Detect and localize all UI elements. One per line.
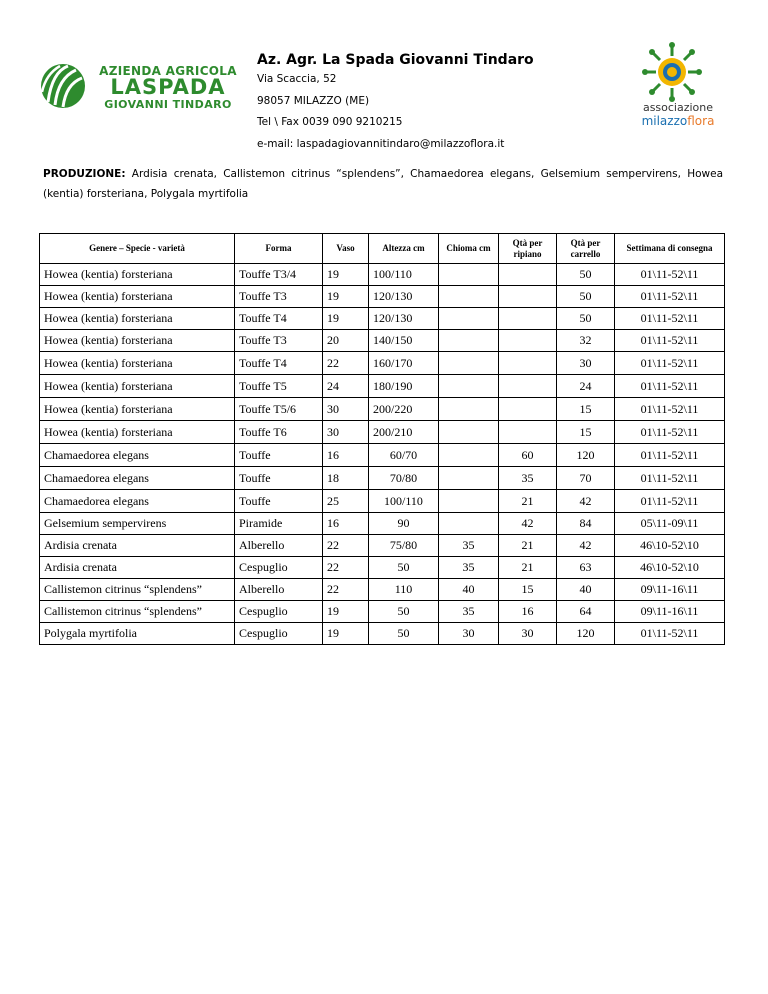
table-cell xyxy=(439,421,499,444)
leaf-emblem-icon xyxy=(38,62,88,110)
table-cell xyxy=(499,375,557,398)
table-cell: 35 xyxy=(439,601,499,623)
table-cell xyxy=(499,398,557,421)
table-cell: 50 xyxy=(369,557,439,579)
col-header-delivery-week: Settimana di consegna xyxy=(615,234,725,264)
table-cell: Touffe xyxy=(235,490,323,513)
table-cell: 64 xyxy=(557,601,615,623)
table-cell: Alberello xyxy=(235,535,323,557)
table-cell: 01\11-52\11 xyxy=(615,421,725,444)
table-cell: 19 xyxy=(323,286,369,308)
table-cell: 01\11-52\11 xyxy=(615,330,725,352)
table-cell: 110 xyxy=(369,579,439,601)
production-paragraph xyxy=(43,164,723,204)
col-header-qty-cart: Qtà per carrello xyxy=(557,234,615,264)
table-row xyxy=(40,308,725,330)
table-cell: Piramide xyxy=(235,513,323,535)
table-cell: 50 xyxy=(369,623,439,645)
table-cell: Touffe T5 xyxy=(235,375,323,398)
table-cell: 46\10-52\10 xyxy=(615,557,725,579)
table-cell: 05\11-09\11 xyxy=(615,513,725,535)
table-cell: Polygala myrtifolia xyxy=(40,623,235,645)
table-cell: 01\11-52\11 xyxy=(615,352,725,375)
table-row xyxy=(40,490,725,513)
table-cell: Touffe xyxy=(235,444,323,467)
association-emblem-icon xyxy=(625,42,720,102)
table-cell: 15 xyxy=(557,421,615,444)
table-cell: 21 xyxy=(499,490,557,513)
table-cell: Howea (kentia) forsteriana xyxy=(40,352,235,375)
table-cell: 50 xyxy=(369,601,439,623)
table-cell: 120/130 xyxy=(369,286,439,308)
table-cell: 01\11-52\11 xyxy=(615,286,725,308)
table-cell: 16 xyxy=(323,444,369,467)
table-cell: Howea (kentia) forsteriana xyxy=(40,398,235,421)
table-cell: 200/220 xyxy=(369,398,439,421)
table-cell: 01\11-52\11 xyxy=(615,467,725,490)
table-cell: 24 xyxy=(323,375,369,398)
table-cell: 42 xyxy=(557,535,615,557)
table-cell xyxy=(499,330,557,352)
table-cell: Cespuglio xyxy=(235,601,323,623)
table-cell: 40 xyxy=(439,579,499,601)
company-name: Az. Agr. La Spada Giovanni Tindaro xyxy=(257,52,534,68)
table-cell xyxy=(499,286,557,308)
table-cell: Touffe T3/4 xyxy=(235,264,323,286)
table-row xyxy=(40,513,725,535)
table-cell: 19 xyxy=(323,264,369,286)
table-row xyxy=(40,421,725,444)
table-cell xyxy=(439,352,499,375)
table-cell: Cespuglio xyxy=(235,623,323,645)
table-cell: 70 xyxy=(557,467,615,490)
table-cell: 32 xyxy=(557,330,615,352)
table-row xyxy=(40,557,725,579)
table-cell: Touffe xyxy=(235,467,323,490)
table-cell: 90 xyxy=(369,513,439,535)
association-label: associazione xyxy=(642,101,714,114)
table-cell: 01\11-52\11 xyxy=(615,375,725,398)
table-cell: 19 xyxy=(323,601,369,623)
table-cell: 01\11-52\11 xyxy=(615,308,725,330)
table-cell: 30 xyxy=(557,352,615,375)
table-cell: 42 xyxy=(499,513,557,535)
table-cell: 16 xyxy=(499,601,557,623)
table-cell: 50 xyxy=(557,286,615,308)
table-cell: Ardisia crenata xyxy=(40,557,235,579)
table-cell: 60 xyxy=(499,444,557,467)
production-label: PRODUZIONE: xyxy=(43,168,126,180)
table-row xyxy=(40,398,725,421)
col-header-qty-shelf: Qtà per ripiano xyxy=(499,234,557,264)
table-cell: 16 xyxy=(323,513,369,535)
table-cell xyxy=(439,375,499,398)
table-cell: 01\11-52\11 xyxy=(615,623,725,645)
table-row xyxy=(40,467,725,490)
table-cell: 100/110 xyxy=(369,264,439,286)
table-cell: 180/190 xyxy=(369,375,439,398)
table-row xyxy=(40,623,725,645)
table-cell: 42 xyxy=(557,490,615,513)
table-cell: 120/130 xyxy=(369,308,439,330)
table-cell: Callistemon citrinus “splendens” xyxy=(40,579,235,601)
table-cell: 21 xyxy=(499,557,557,579)
table-cell: 09\11-16\11 xyxy=(615,601,725,623)
association-name-part2: flora xyxy=(687,114,715,128)
table-cell: Touffe T3 xyxy=(235,286,323,308)
table-cell: 01\11-52\11 xyxy=(615,444,725,467)
table-cell: 18 xyxy=(323,467,369,490)
association-name xyxy=(633,114,723,128)
table-cell: 75/80 xyxy=(369,535,439,557)
table-cell: 01\11-52\11 xyxy=(615,264,725,286)
table-cell xyxy=(439,286,499,308)
table-cell: 200/210 xyxy=(369,421,439,444)
table-cell: Cespuglio xyxy=(235,557,323,579)
table-cell: Alberello xyxy=(235,579,323,601)
table-cell: Chamaedorea elegans xyxy=(40,444,235,467)
table-cell: 35 xyxy=(439,557,499,579)
table-cell xyxy=(439,398,499,421)
table-cell: 21 xyxy=(499,535,557,557)
table-cell: Ardisia crenata xyxy=(40,535,235,557)
col-header-crown: Chioma cm xyxy=(439,234,499,264)
address: Via Scaccia, 52 xyxy=(257,73,337,85)
logo-line-1: AZIENDA AGRICOLA xyxy=(99,64,237,78)
table-cell: 63 xyxy=(557,557,615,579)
table-cell: 22 xyxy=(323,557,369,579)
col-header-height: Altezza cm xyxy=(369,234,439,264)
table-cell xyxy=(439,490,499,513)
table-cell: 46\10-52\10 xyxy=(615,535,725,557)
col-header-species: Genere – Specie - varietà xyxy=(40,234,235,264)
table-cell: 15 xyxy=(499,579,557,601)
table-cell: Touffe T3 xyxy=(235,330,323,352)
table-cell xyxy=(499,352,557,375)
table-cell: Howea (kentia) forsteriana xyxy=(40,264,235,286)
col-header-form: Forma xyxy=(235,234,323,264)
table-cell: 25 xyxy=(323,490,369,513)
table-cell: 30 xyxy=(439,623,499,645)
table-cell: 09\11-16\11 xyxy=(615,579,725,601)
table-cell: Callistemon citrinus “splendens” xyxy=(40,601,235,623)
table-cell: 22 xyxy=(323,535,369,557)
table-cell: 100/110 xyxy=(369,490,439,513)
table-cell: 01\11-52\11 xyxy=(615,398,725,421)
table-cell: 84 xyxy=(557,513,615,535)
table-row xyxy=(40,264,725,286)
table-cell xyxy=(439,308,499,330)
table-cell: Chamaedorea elegans xyxy=(40,467,235,490)
table-cell: Howea (kentia) forsteriana xyxy=(40,308,235,330)
table-cell: 35 xyxy=(499,467,557,490)
table-cell: Howea (kentia) forsteriana xyxy=(40,375,235,398)
table-row xyxy=(40,375,725,398)
logo-line-3: GIOVANNI TINDARO xyxy=(104,98,232,111)
table-cell: 60/70 xyxy=(369,444,439,467)
phone: Tel \ Fax 0039 090 9210215 xyxy=(257,116,403,128)
table-cell xyxy=(439,467,499,490)
company-logo xyxy=(38,62,244,110)
email: e-mail: laspadagiovannitindaro@milazzoflora.it xyxy=(257,138,505,150)
table-cell xyxy=(499,264,557,286)
association-name-part1: milazzo xyxy=(641,114,688,128)
table-cell: 30 xyxy=(323,421,369,444)
table-cell: 22 xyxy=(323,352,369,375)
table-cell: 70/80 xyxy=(369,467,439,490)
table-cell: 120 xyxy=(557,444,615,467)
table-row xyxy=(40,579,725,601)
table-row xyxy=(40,601,725,623)
table-cell: 30 xyxy=(323,398,369,421)
table-cell: Howea (kentia) forsteriana xyxy=(40,421,235,444)
table-cell: 40 xyxy=(557,579,615,601)
table-cell: 19 xyxy=(323,308,369,330)
table-cell xyxy=(439,264,499,286)
table-cell xyxy=(439,444,499,467)
table-cell: Touffe T4 xyxy=(235,308,323,330)
table-row xyxy=(40,444,725,467)
col-header-pot: Vaso xyxy=(323,234,369,264)
table-cell: 24 xyxy=(557,375,615,398)
table-cell: Howea (kentia) forsteriana xyxy=(40,330,235,352)
table-row xyxy=(40,352,725,375)
availability-table xyxy=(39,233,725,645)
table-cell: 160/170 xyxy=(369,352,439,375)
table-cell: 140/150 xyxy=(369,330,439,352)
table-row xyxy=(40,535,725,557)
table-cell: Touffe T5/6 xyxy=(235,398,323,421)
table-cell: Howea (kentia) forsteriana xyxy=(40,286,235,308)
table-cell: 15 xyxy=(557,398,615,421)
table-cell: Touffe T4 xyxy=(235,352,323,375)
table-cell: 50 xyxy=(557,264,615,286)
table-cell: 01\11-52\11 xyxy=(615,490,725,513)
table-cell: Gelsemium sempervirens xyxy=(40,513,235,535)
table-cell: 120 xyxy=(557,623,615,645)
table-header-row xyxy=(40,234,725,264)
table-cell: 19 xyxy=(323,623,369,645)
table-cell: 20 xyxy=(323,330,369,352)
table-cell xyxy=(499,308,557,330)
table-cell xyxy=(439,513,499,535)
table-cell: Chamaedorea elegans xyxy=(40,490,235,513)
production-text: Ardisia crenata, Callistemon citrinus “splendens”, Chamaedorea elegans, Gelsemium sempervirens, Howea (kentia) forsteriana, Polygala myrtifolia xyxy=(43,168,723,200)
table-cell: Touffe T6 xyxy=(235,421,323,444)
table-row xyxy=(40,286,725,308)
city: 98057 MILAZZO (ME) xyxy=(257,95,370,107)
table-cell: 30 xyxy=(499,623,557,645)
table-cell xyxy=(499,421,557,444)
table-cell xyxy=(439,330,499,352)
table-cell: 35 xyxy=(439,535,499,557)
table-cell: 50 xyxy=(557,308,615,330)
table-cell: 22 xyxy=(323,579,369,601)
table-row xyxy=(40,330,725,352)
logo-line-2: LASPADA xyxy=(110,75,226,99)
